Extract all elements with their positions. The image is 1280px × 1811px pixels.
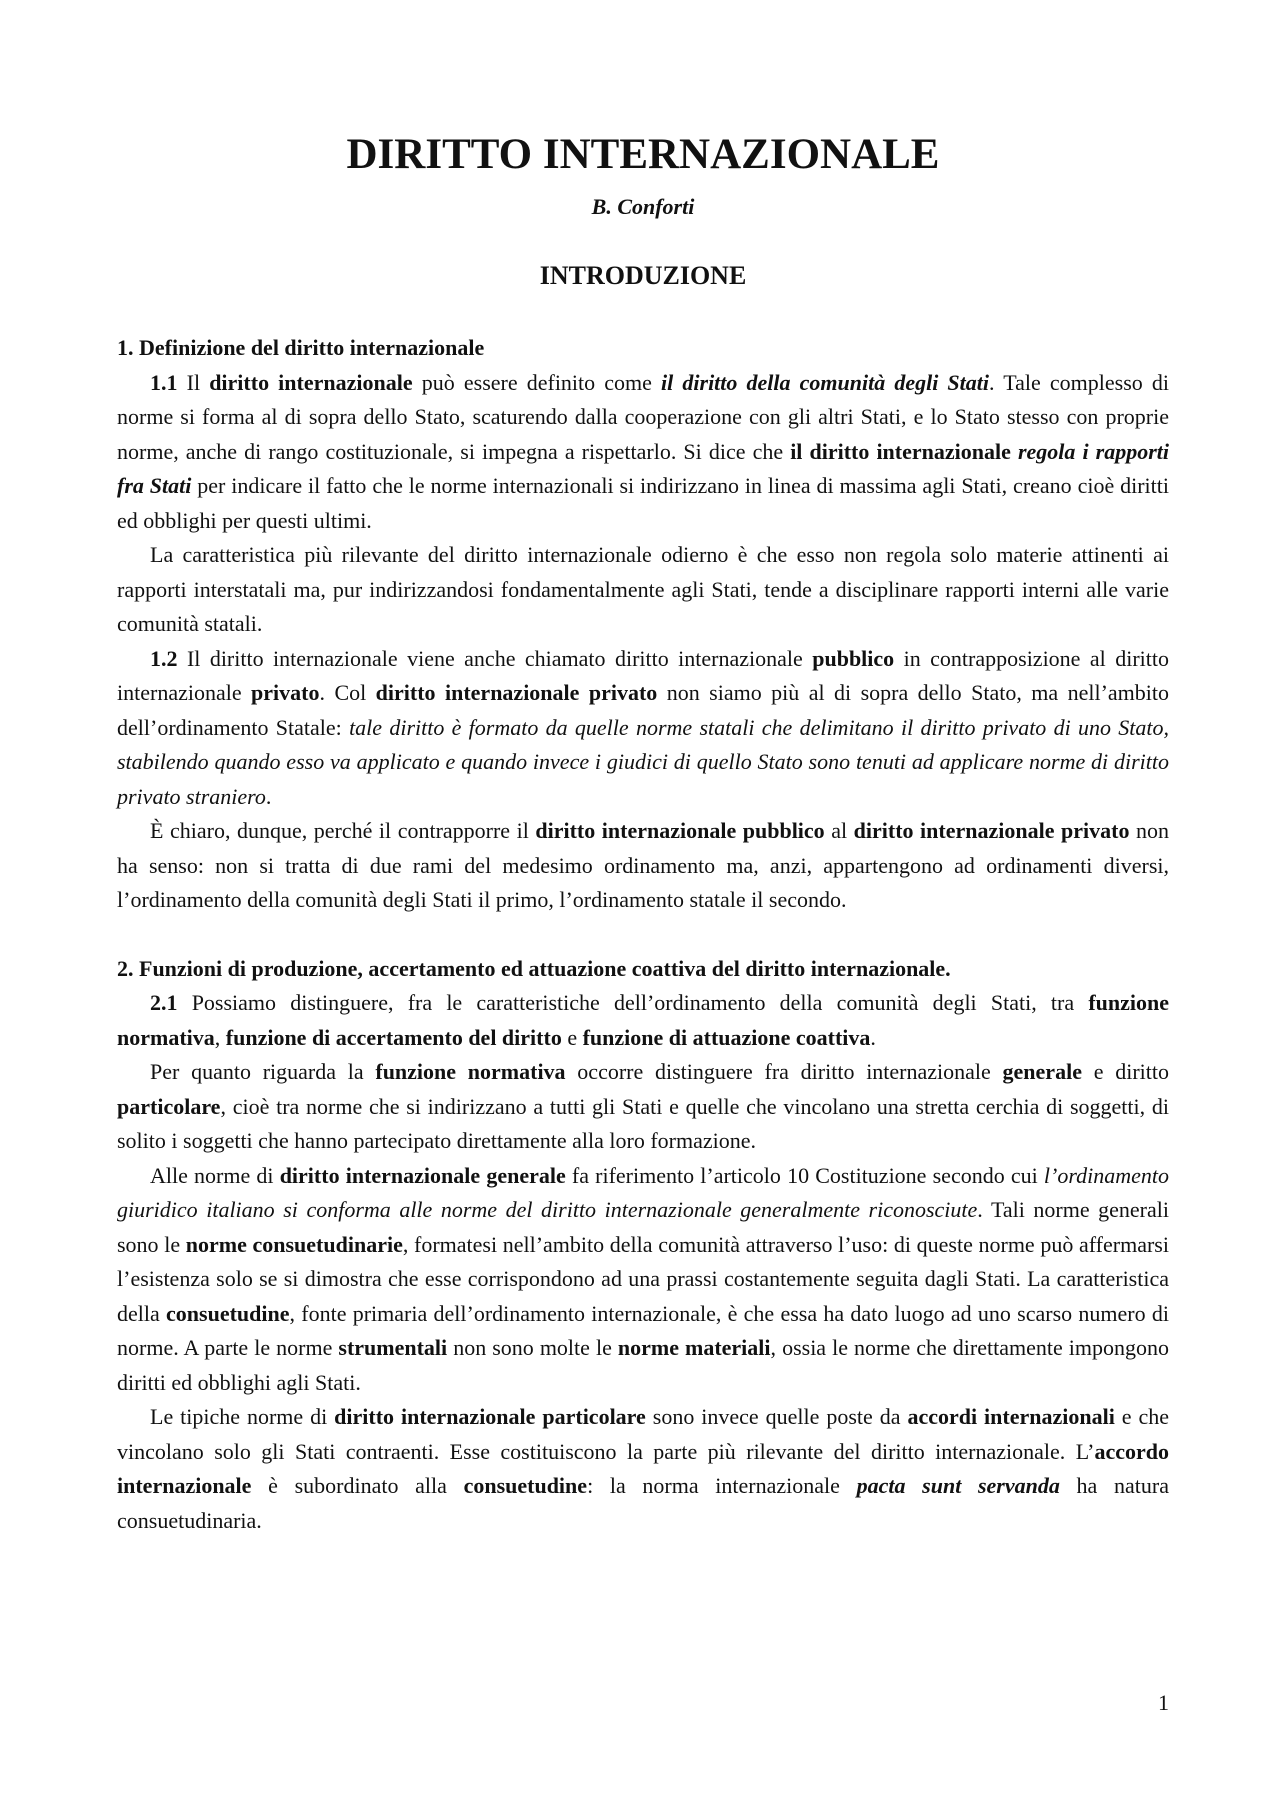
page-number: 1 [1158,1690,1169,1715]
paragraph-2-1-c: Alle norme di diritto internazionale generale fa riferimento l’articolo 10 Costituzione secondo cui l’ordinamento giuridico italiano si conforma alle norme del diritto internazionale generalmente riconosciute. Tali norme generali sono le norme consuetudinarie, formatesi nell’ambito della comunità attraverso l’uso: di queste norme può affermarsi l’esistenza solo se si dimostra che esse corrispondono ad una prassi costantemente seguita dagli Stati. La caratteristica della consuetudine, fonte primaria dell’ordinamento internazionale, è che essa ha dato luogo ad uno scarso numero di norme. A parte le norme strumentali non sono molte le norme materiali, ossia le norme che direttamente impongono diritti ed obblighi agli Stati. [117,1162,1170,1395]
paragraph-2-1-b: Per quanto riguarda la funzione normativa occorre distinguere fra diritto internazionale generale e diritto particolare, cioè tra norme che si indirizzano a tutti gli Stati e quelle che vincolano una stretta cerchia di soggetti, di solito i soggetti che hanno partecipato direttamente alla loro formazione. [117,1059,1169,1153]
document-body [117,331,1169,1538]
paragraph-1-2-b: È chiaro, dunque, perché il contrapporre il diritto internazionale pubblico al diritto internazionale privato non ha senso: non si tratta di due rami del medesimo ordinamento ma, anzi, appartengono ad ordinamenti diversi, l’ordinamento della comunità degli Stati il primo, l’ordinamento statale il secondo. [117,818,1169,912]
paragraph-1-2: 1.2 Il diritto internazionale viene anche chiamato diritto internazionale pubblico in contrapposizione al diritto internazionale privato. Col diritto internazionale privato non siamo più al di sopra dello Stato, ma nell’ambito dell’ordinamento Statale: tale diritto è formato da quelle norme statali che delimitano il diritto privato di uno Stato, stabilendo quando esso va applicato e quando invece i giudici di quello Stato sono tenuti ad applicare norme di diritto privato straniero. [117,645,1169,809]
paragraph-2-1-d: Le tipiche norme di diritto internazionale particolare sono invece quelle poste da accordi internazionali e che vincolano solo gli Stati contraenti. Esse costituiscono la parte più rilevante del diritto internazionale. L’accordo internazionale è subordinato alla consuetudine: la norma internazionale pacta sunt servanda ha natura consuetudinaria. [117,1404,1169,1533]
document-title: DIRITTO INTERNAZIONALE [346,131,940,178]
section-2-heading: 2. Funzioni di produzione, accertamento ed attuazione coattiva del diritto internazionale. [117,955,951,981]
section-title: INTRODUZIONE [539,261,747,290]
paragraph-1-1: 1.1 Il diritto internazionale può essere definito come il diritto della comunità degli Stati. Tale complesso di norme si forma al di sopra dello Stato, scaturendo dalla cooperazione con gli altri Stati, e lo Stato stesso con proprie norme, anche di rango costituzionale, si impegna a rispettarlo. Si dice che il diritto internazionale regola i rapporti fra Stati per indicare il fatto che le norme internazionali si indirizzano in linea di massima agli Stati, creano cioè diritti ed obblighi per questi ultimi. [117,369,1170,533]
paragraph-2-1: 2.1 Possiamo distinguere, fra le caratteristiche dell’ordinamento della comunità degli Stati, tra funzione normativa, funzione di accertamento del diritto e funzione di attuazione coattiva. [117,990,1169,1050]
section-1-heading: 1. Definizione del diritto internazionale [117,335,485,360]
section-spacer [117,918,1169,952]
author-name: B. Conforti [591,194,695,219]
paragraph-1-1-b: La caratteristica più rilevante del diritto internazionale odierno è che esso non regola solo materie attinenti ai rapporti interstatali ma, pur indirizzandosi fondamentalmente agli Stati, tende a disciplinare rapporti interni alle varie comunità statali. [117,542,1169,636]
